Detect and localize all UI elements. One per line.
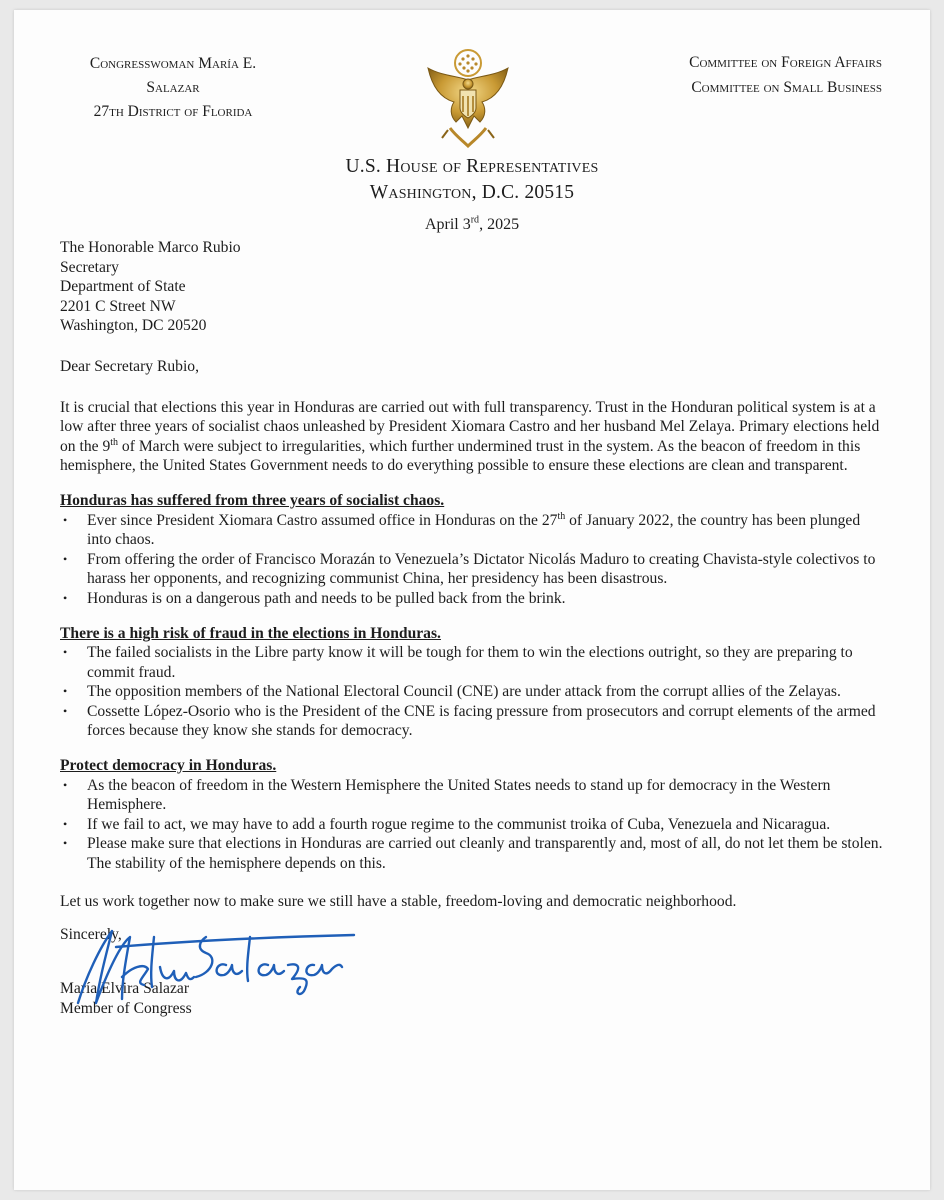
bullet-icon: •	[63, 645, 68, 660]
committee-small-business: Committee on Small Business	[691, 79, 882, 96]
section-heading: Protect democracy in Honduras.	[60, 757, 277, 775]
bullet-item: • The opposition members of the National Electoral Council (CNE) are under attack from the corrupt allies of the Zelayas.	[63, 683, 841, 701]
bullet-icon: •	[63, 777, 68, 792]
letterhead-left	[62, 52, 284, 124]
letter-body	[60, 238, 886, 1025]
signature-block	[60, 925, 886, 1025]
house-city: Washington, D.C. 20515	[369, 182, 575, 203]
section-heading: There is a high risk of fraud in the elections in Honduras.	[60, 624, 441, 642]
bullet-list	[60, 511, 886, 609]
letter-page	[14, 10, 930, 1190]
bullet-icon: •	[63, 703, 68, 718]
recipient-line: The Honorable Marco Rubio	[60, 239, 241, 256]
bullet-icon: •	[63, 551, 68, 566]
bullet-icon: •	[63, 590, 68, 605]
committee-foreign-affairs: Committee on Foreign Affairs	[689, 54, 882, 71]
intro-paragraph: It is crucial that elections this year in Honduras are carried out with full transparency. Trust in the Honduran political system is at a low after three years of socialist chaos unleashed by President Xiomara Castro and her husband Mel Zelaya. Primary elections held on the 9th of March were subject to irregularities, which further undermined trust in the system. As the beacon of freedom in this hemisphere, the United States Government needs to do everything possible to ensure these elections are clean and transparent.	[60, 398, 880, 475]
letterhead-right	[642, 50, 882, 100]
recipient-line: Department of State	[60, 278, 186, 296]
bullet-list	[60, 776, 886, 874]
bullet-item: • From offering the order of Francisco Morazán to Venezuela’s Dictator Nicolás Maduro to creating Chavista-style colectivos to harass her opponents, and recognizing communist China, her presidency has been disastrous.	[63, 550, 876, 588]
closing-paragraph: Let us work together now to make sure we still have a stable, freedom-loving and democratic neighborhood.	[60, 892, 737, 910]
bullet-item: • As the beacon of freedom in the Western Hemisphere the United States needs to stand up for democracy in the Western Hemisphere.	[63, 776, 831, 814]
house-title: U.S. House of Representatives	[345, 156, 599, 177]
sign-off: Sincerely,	[60, 926, 122, 944]
great-seal-eagle-icon	[420, 46, 516, 150]
bullet-item: • The failed socialists in the Libre party know it will be tough for them to win the elections outright, so they are preparing to commit fraud.	[63, 644, 853, 681]
recipient-address	[60, 238, 886, 336]
signer-title: Member of Congress	[60, 1000, 192, 1018]
letter-date: April 3rd, 2025	[424, 214, 520, 233]
bullet-list	[60, 643, 886, 741]
recipient-line: Washington, DC 20520	[60, 317, 207, 335]
handwritten-signature	[56, 907, 356, 1017]
bullet-item: • Ever since President Xiomara Castro assumed office in Honduras on the 27th of January 2022, the country has been plunged into chaos.	[63, 510, 861, 549]
bullet-item: • Honduras is on a dangerous path and needs to be pulled back from the brink.	[63, 589, 566, 607]
bullet-icon: •	[63, 684, 68, 699]
house-address	[14, 154, 930, 206]
bullet-icon: •	[63, 816, 68, 831]
section-heading: Honduras has suffered from three years of socialist chaos.	[60, 491, 445, 509]
recipient-line: 2201 C Street NW	[60, 297, 176, 315]
signer-name: María Elvira Salazar	[60, 980, 190, 998]
bullet-icon: •	[63, 512, 68, 527]
bullet-item: • Please make sure that elections in Honduras are carried out cleanly and transparently and, most of all, do not let them be stolen. The stability of the hemisphere depends on this.	[63, 835, 883, 873]
bullet-icon: •	[63, 836, 68, 851]
letter-sections	[60, 491, 886, 874]
bullet-item: • If we fail to act, we may have to add a fourth rogue regime to the communist troika of Cuba, Venezuela and Nicaragua.	[63, 815, 831, 833]
district-label: 27th District of Florida	[93, 103, 253, 120]
congresswoman-name: Congresswoman María E. Salazar	[89, 55, 257, 96]
salutation: Dear Secretary Rubio,	[60, 357, 199, 375]
bullet-item: • Cossette López-Osorio who is the President of the CNE is facing pressure from prosecutors and corrupt elements of the armed forces because they know she stands for democracy.	[63, 702, 876, 740]
recipient-line: Secretary	[60, 258, 119, 276]
